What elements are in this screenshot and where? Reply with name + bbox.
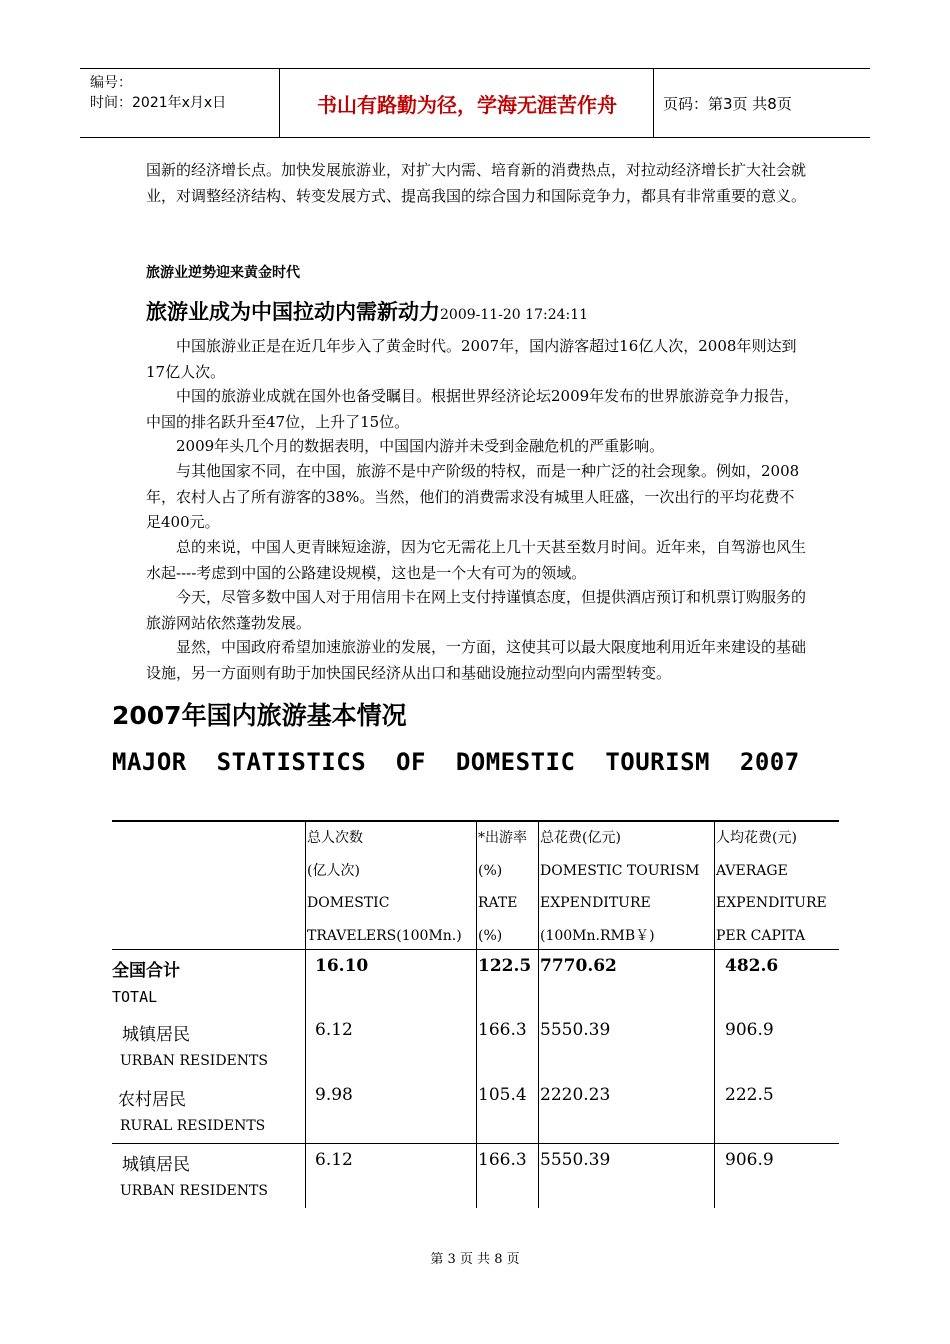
stats-title-en: MAJOR STATISTICS OF DOMESTIC TOURISM 2007 (112, 748, 800, 776)
table-cell: 2220.23 (540, 1085, 611, 1105)
time-label: 时间：2021年x月x日 (90, 95, 227, 111)
table-cell: 7770.62 (540, 956, 617, 976)
header-page-info: 页码：第3页 共8页 (663, 94, 792, 113)
intro-paragraph: 国新的经济增长点。加快发展旅游业，对扩大内需、培育新的消费热点，对拉动经济增长扩大社会就业，对调整经济结构、转变发展方式、提高我国的综合国力和国际竞争力，都具有非常重要的意义。 (146, 161, 807, 205)
table-cell: 906.9 (725, 1020, 774, 1040)
row-label-cn: 农村居民 (118, 1090, 186, 1110)
table-cell: 482.6 (725, 956, 779, 976)
table-cell: 16.10 (315, 956, 369, 976)
stats-title-cn: 2007年国内旅游基本情况 (112, 701, 407, 730)
column-divider (538, 820, 539, 1208)
article-paragraph: 显然，中国政府希望加速旅游业的发展，一方面，这使其可以最大限度地利用近年来建设的基础设施，另一方面则有助于加快国民经济从出口和基础设施拉动型向内需型转变。 (146, 638, 807, 682)
table-cell: 9.98 (315, 1085, 353, 1105)
row-label-en: URBAN RESIDENTS (120, 1053, 268, 1069)
table-cell: 105.4 (478, 1085, 527, 1105)
row-label-en: URBAN RESIDENTS (120, 1183, 268, 1199)
section-title: 旅游业逆势迎来黄金时代 (146, 265, 300, 281)
article-paragraph: 中国旅游业正是在近几年步入了黄金时代。2007年，国内游客超过16亿人次，2008年则达到17亿人次。 (146, 337, 797, 381)
column-header: *出游率 (%) RATE (%) (478, 830, 527, 944)
row-label-cn: 全国合计 (112, 961, 180, 981)
article-paragraph: 2009年头几个月的数据表明，中国国内游并未受到金融危机的严重影响。 (176, 437, 665, 455)
article-timestamp: 2009-11-20 17:24:11 (440, 307, 589, 323)
column-divider (476, 820, 477, 1208)
table-cell: 906.9 (725, 1150, 774, 1170)
column-header: 总人次数 (亿人次) DOMESTIC TRAVELERS(100Mn.) (307, 830, 462, 944)
number-label: 编号： (90, 75, 132, 91)
article-paragraph: 与其他国家不同，在中国，旅游不是中产阶级的特权，而是一种广泛的社会现象。例如，2008年，农村人占了所有游客的38%。当然，他们的消费需求没有城里人旺盛，一次出行的平均花费不足400元。 (146, 462, 800, 531)
article-title: 旅游业成为中国拉动内需新动力 (146, 300, 440, 324)
column-header: 人均花费(元) AVERAGE EXPENDITURE PER CAPITA (716, 830, 827, 944)
article-paragraph: 今天，尽管多数中国人对于用信用卡在网上支付持谨慎态度，但提供酒店预订和机票订购服务的旅游网站依然蓬勃发展。 (146, 588, 807, 632)
row-label-cn: 城镇居民 (122, 1155, 190, 1175)
row-label-cn: 城镇居民 (122, 1025, 190, 1045)
article-title-line (146, 296, 588, 326)
stats-table (112, 820, 839, 1208)
row-label-en: TOTAL (112, 988, 158, 1006)
table-cell: 122.5 (478, 956, 532, 976)
table-cell: 166.3 (478, 1150, 527, 1170)
table-cell: 222.5 (725, 1085, 774, 1105)
page-footer: 第 3 页 共 8 页 (430, 1252, 520, 1267)
column-divider (305, 820, 306, 1208)
article-paragraph: 总的来说，中国人更青睐短途游，因为它无需花上几十天甚至数月时间。近年来，自驾游也风生水起----考虑到中国的公路建设规模，这也是一个大有可为的领域。 (146, 538, 807, 582)
table-cell: 6.12 (315, 1150, 353, 1170)
page-header (80, 68, 870, 138)
row-label-en: RURAL RESIDENTS (120, 1118, 266, 1134)
table-cell: 5550.39 (540, 1020, 611, 1040)
header-meta (80, 69, 280, 137)
table-cell: 166.3 (478, 1020, 527, 1040)
table-cell: 5550.39 (540, 1150, 611, 1170)
header-motto: 书山有路勤为径，学海无涯苦作舟 (281, 69, 654, 137)
column-header: 总花费(亿元) DOMESTIC TOURISM EXPENDITURE (100Mn.RMB￥) (540, 830, 700, 944)
table-cell: 6.12 (315, 1020, 353, 1040)
article-paragraph: 中国的旅游业成就在国外也备受瞩目。根据世界经济论坛2009年发布的世界旅游竞争力报告，中国的排名跃升至47位，上升了15位。 (146, 387, 800, 431)
column-divider (714, 820, 715, 1208)
